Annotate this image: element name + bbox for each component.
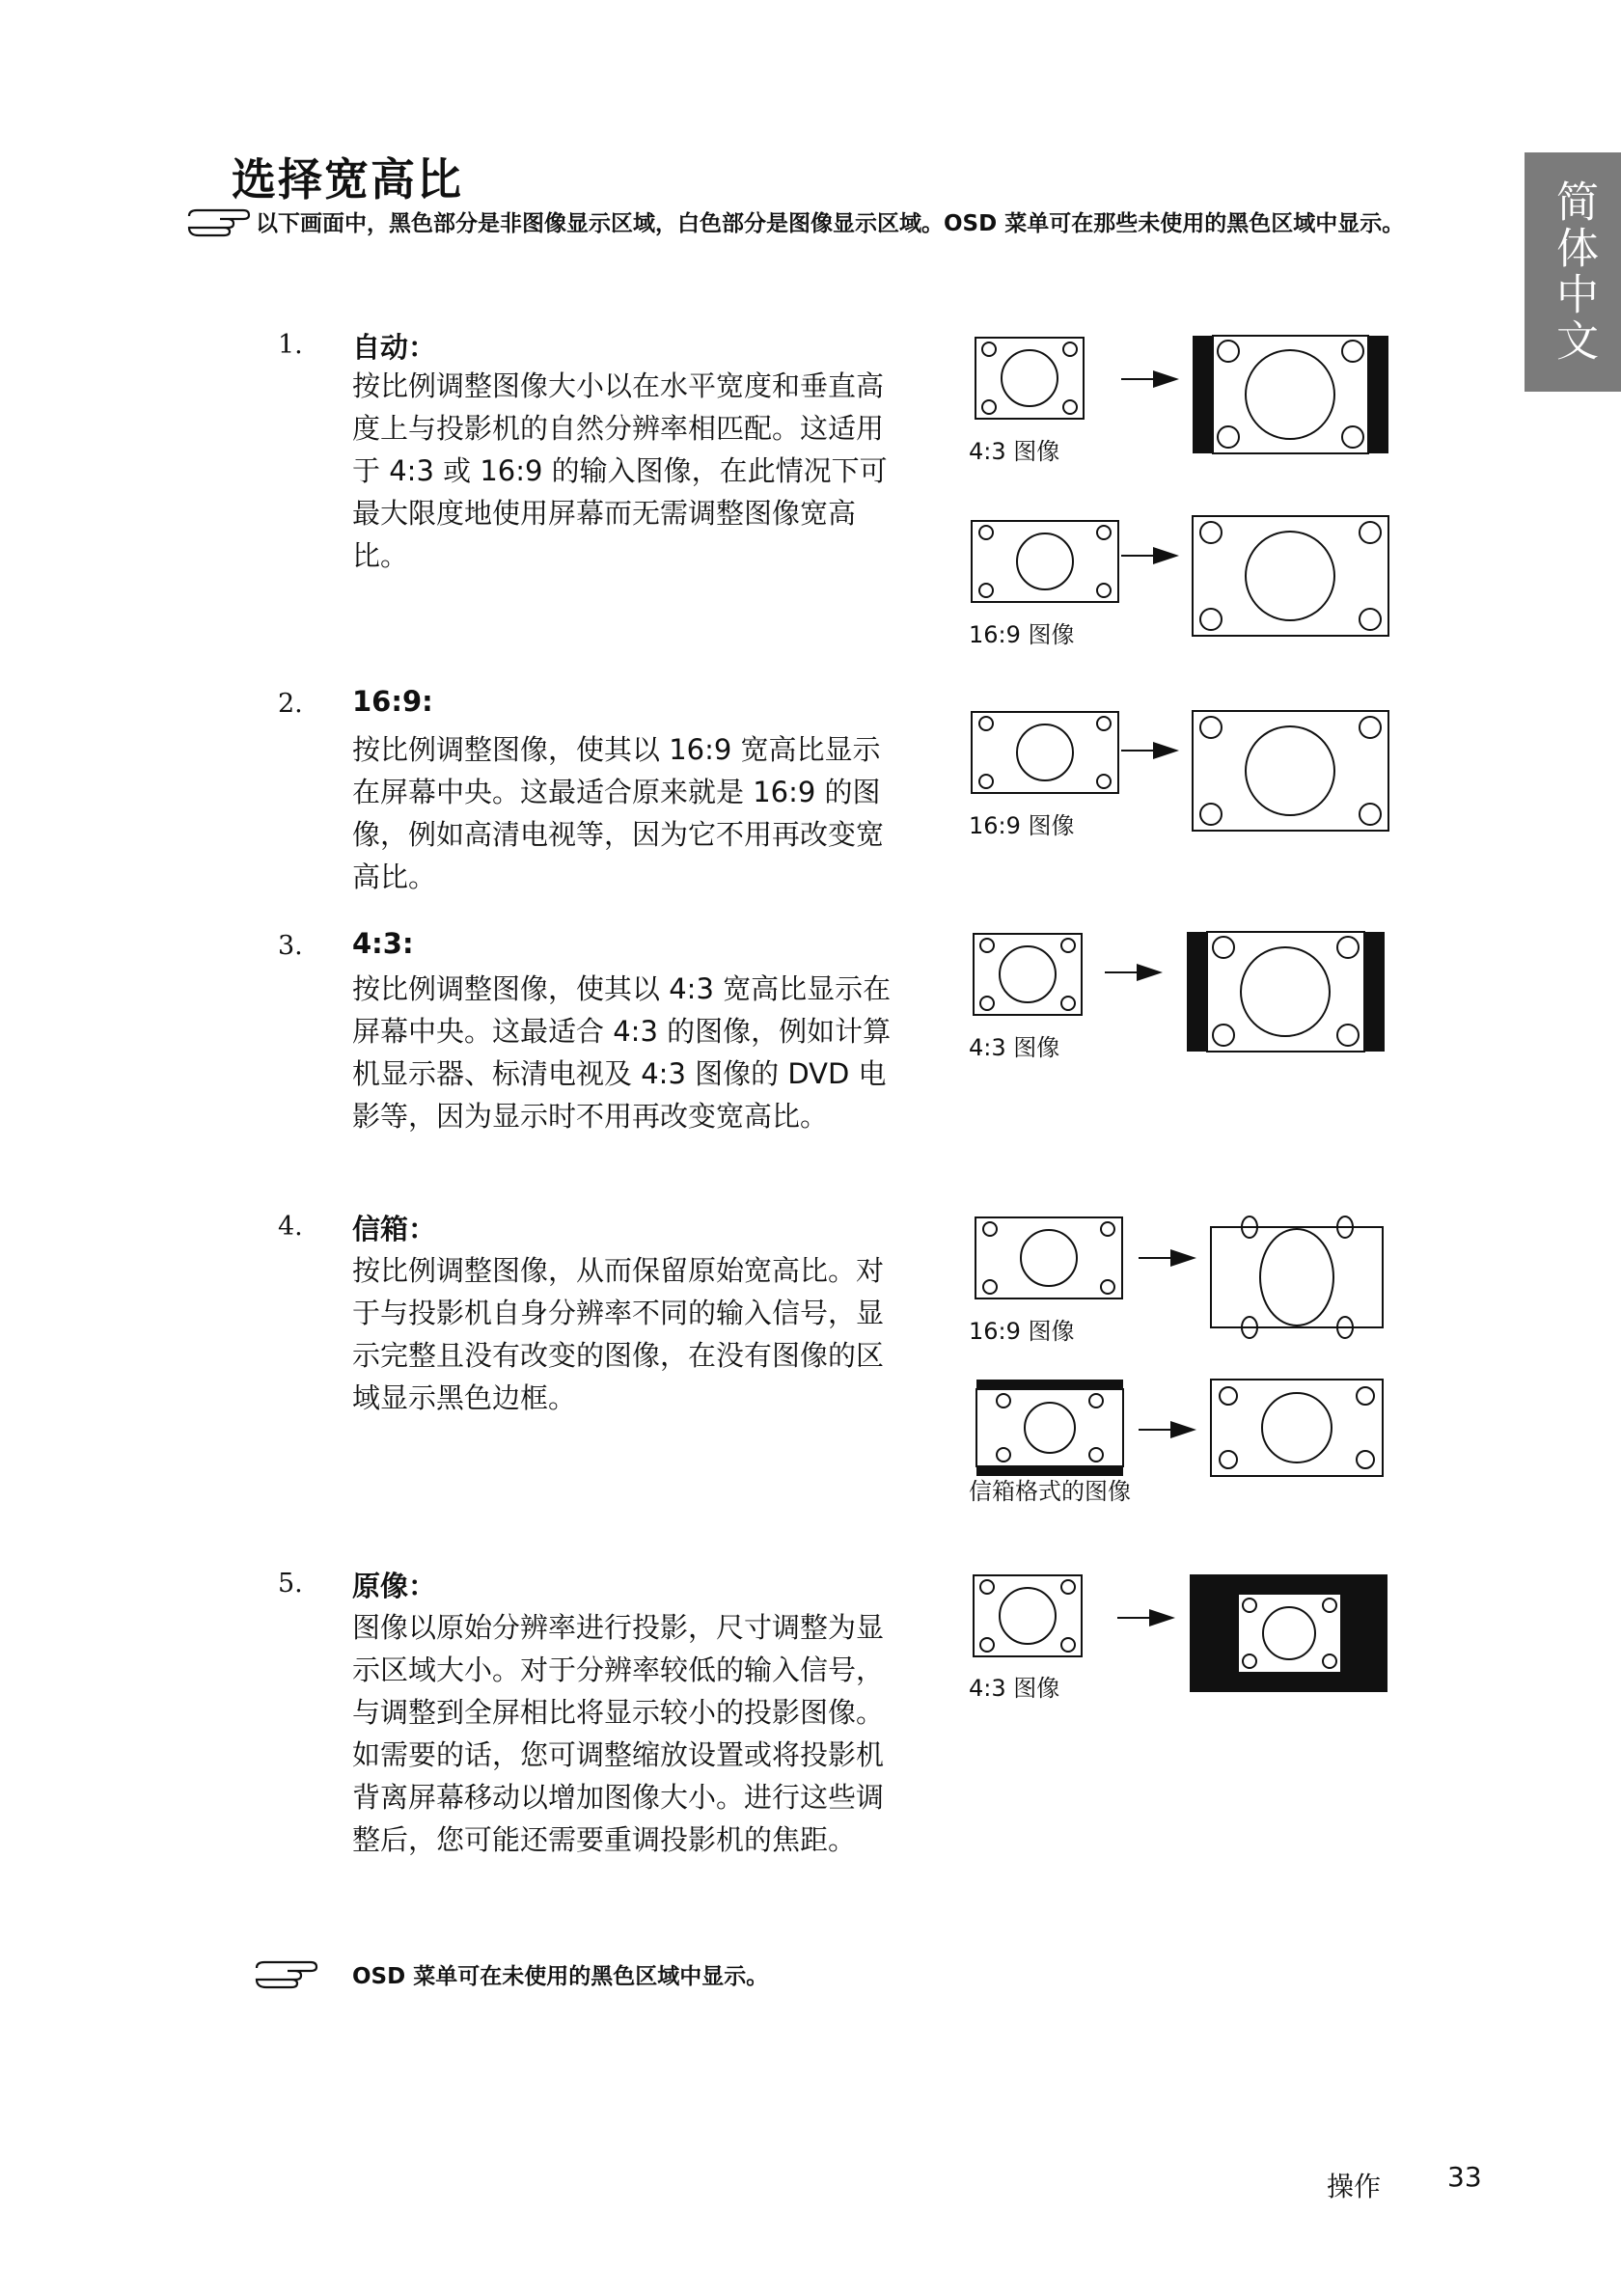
pointing-hand-icon <box>185 206 251 239</box>
diagram-caption: 4:3 图像 <box>969 438 1060 465</box>
item-number: 4. <box>278 1212 303 1242</box>
diagram-caption: 16:9 图像 <box>969 812 1075 839</box>
page-number: 33 <box>1447 2161 1482 2193</box>
diagram-caption: 4:3 图像 <box>969 1034 1060 1061</box>
diagram-caption: 16:9 图像 <box>969 1318 1075 1345</box>
diagram-caption: 16:9 图像 <box>969 621 1075 648</box>
item-body: 按比例调整图像，使其以 16:9 宽高比显示在屏幕中央。这最适合原来就是 16:9 的图像，例如高清电视等，因为它不用再改变宽高比。 <box>352 733 885 893</box>
diagram-caption: 信箱格式的图像 <box>969 1478 1131 1505</box>
item-heading: 16:9: <box>352 685 433 718</box>
item-number: 5. <box>278 1569 303 1599</box>
item-number: 1. <box>278 330 303 360</box>
item-body: 图像以原始分辨率进行投影，尺寸调整为显示区域大小。对于分辨率较低的输入信号，与调整到全屏相比将显示较小的投影图像。如需要的话，您可调整缩放设置或将投影机背离屏幕移动以增加图像大小。进行这些调整后，您可能还需要重调投影机的焦距。 <box>352 1611 885 1856</box>
item-body: 按比例调整图像大小以在水平宽度和垂直高度上与投影机的自然分辨率相匹配。这适用于 4:3 或 16:9 的输入图像，在此情况下可最大限度地使用屏幕而无需调整图像宽高比。 <box>352 369 888 572</box>
bottom-note: OSD 菜单可在未使用的黑色区域中显示。 <box>352 1964 769 1989</box>
item-number: 3. <box>278 931 303 961</box>
diagram-caption: 4:3 图像 <box>969 1675 1060 1702</box>
footer-section-label: 操作 <box>1327 2171 1382 2202</box>
item-heading: 4:3: <box>352 927 414 960</box>
item-number: 2. <box>278 689 303 719</box>
item-body: 按比例调整图像，从而保留原始宽高比。对于与投影机自身分辨率不同的输入信号，显示完整且没有改变的图像，在没有图像的区域显示黑色边框。 <box>352 1254 885 1414</box>
item-heading: 信箱： <box>352 1213 437 1245</box>
item-body: 按比例调整图像，使其以 4:3 宽高比显示在屏幕中央。这最适合 4:3 的图像，例如计算机显示器、标清电视及 4:3 图像的 DVD 电影等，因为显示时不用再改变宽高比。 <box>352 972 892 1133</box>
letterbox-format-diagram <box>965 1370 1399 1486</box>
page-title: 选择宽高比 <box>232 153 463 205</box>
item-heading: 自动： <box>352 331 437 364</box>
top-note: 以下画面中，黑色部分是非图像显示区域，白色部分是图像显示区域。OSD 菜单可在那些未使用的黑色区域中显示。 <box>256 211 1405 236</box>
item-heading: 原像： <box>352 1570 437 1602</box>
pointing-hand-icon <box>253 1958 318 1991</box>
language-tab: 简体中文 <box>1525 152 1621 392</box>
